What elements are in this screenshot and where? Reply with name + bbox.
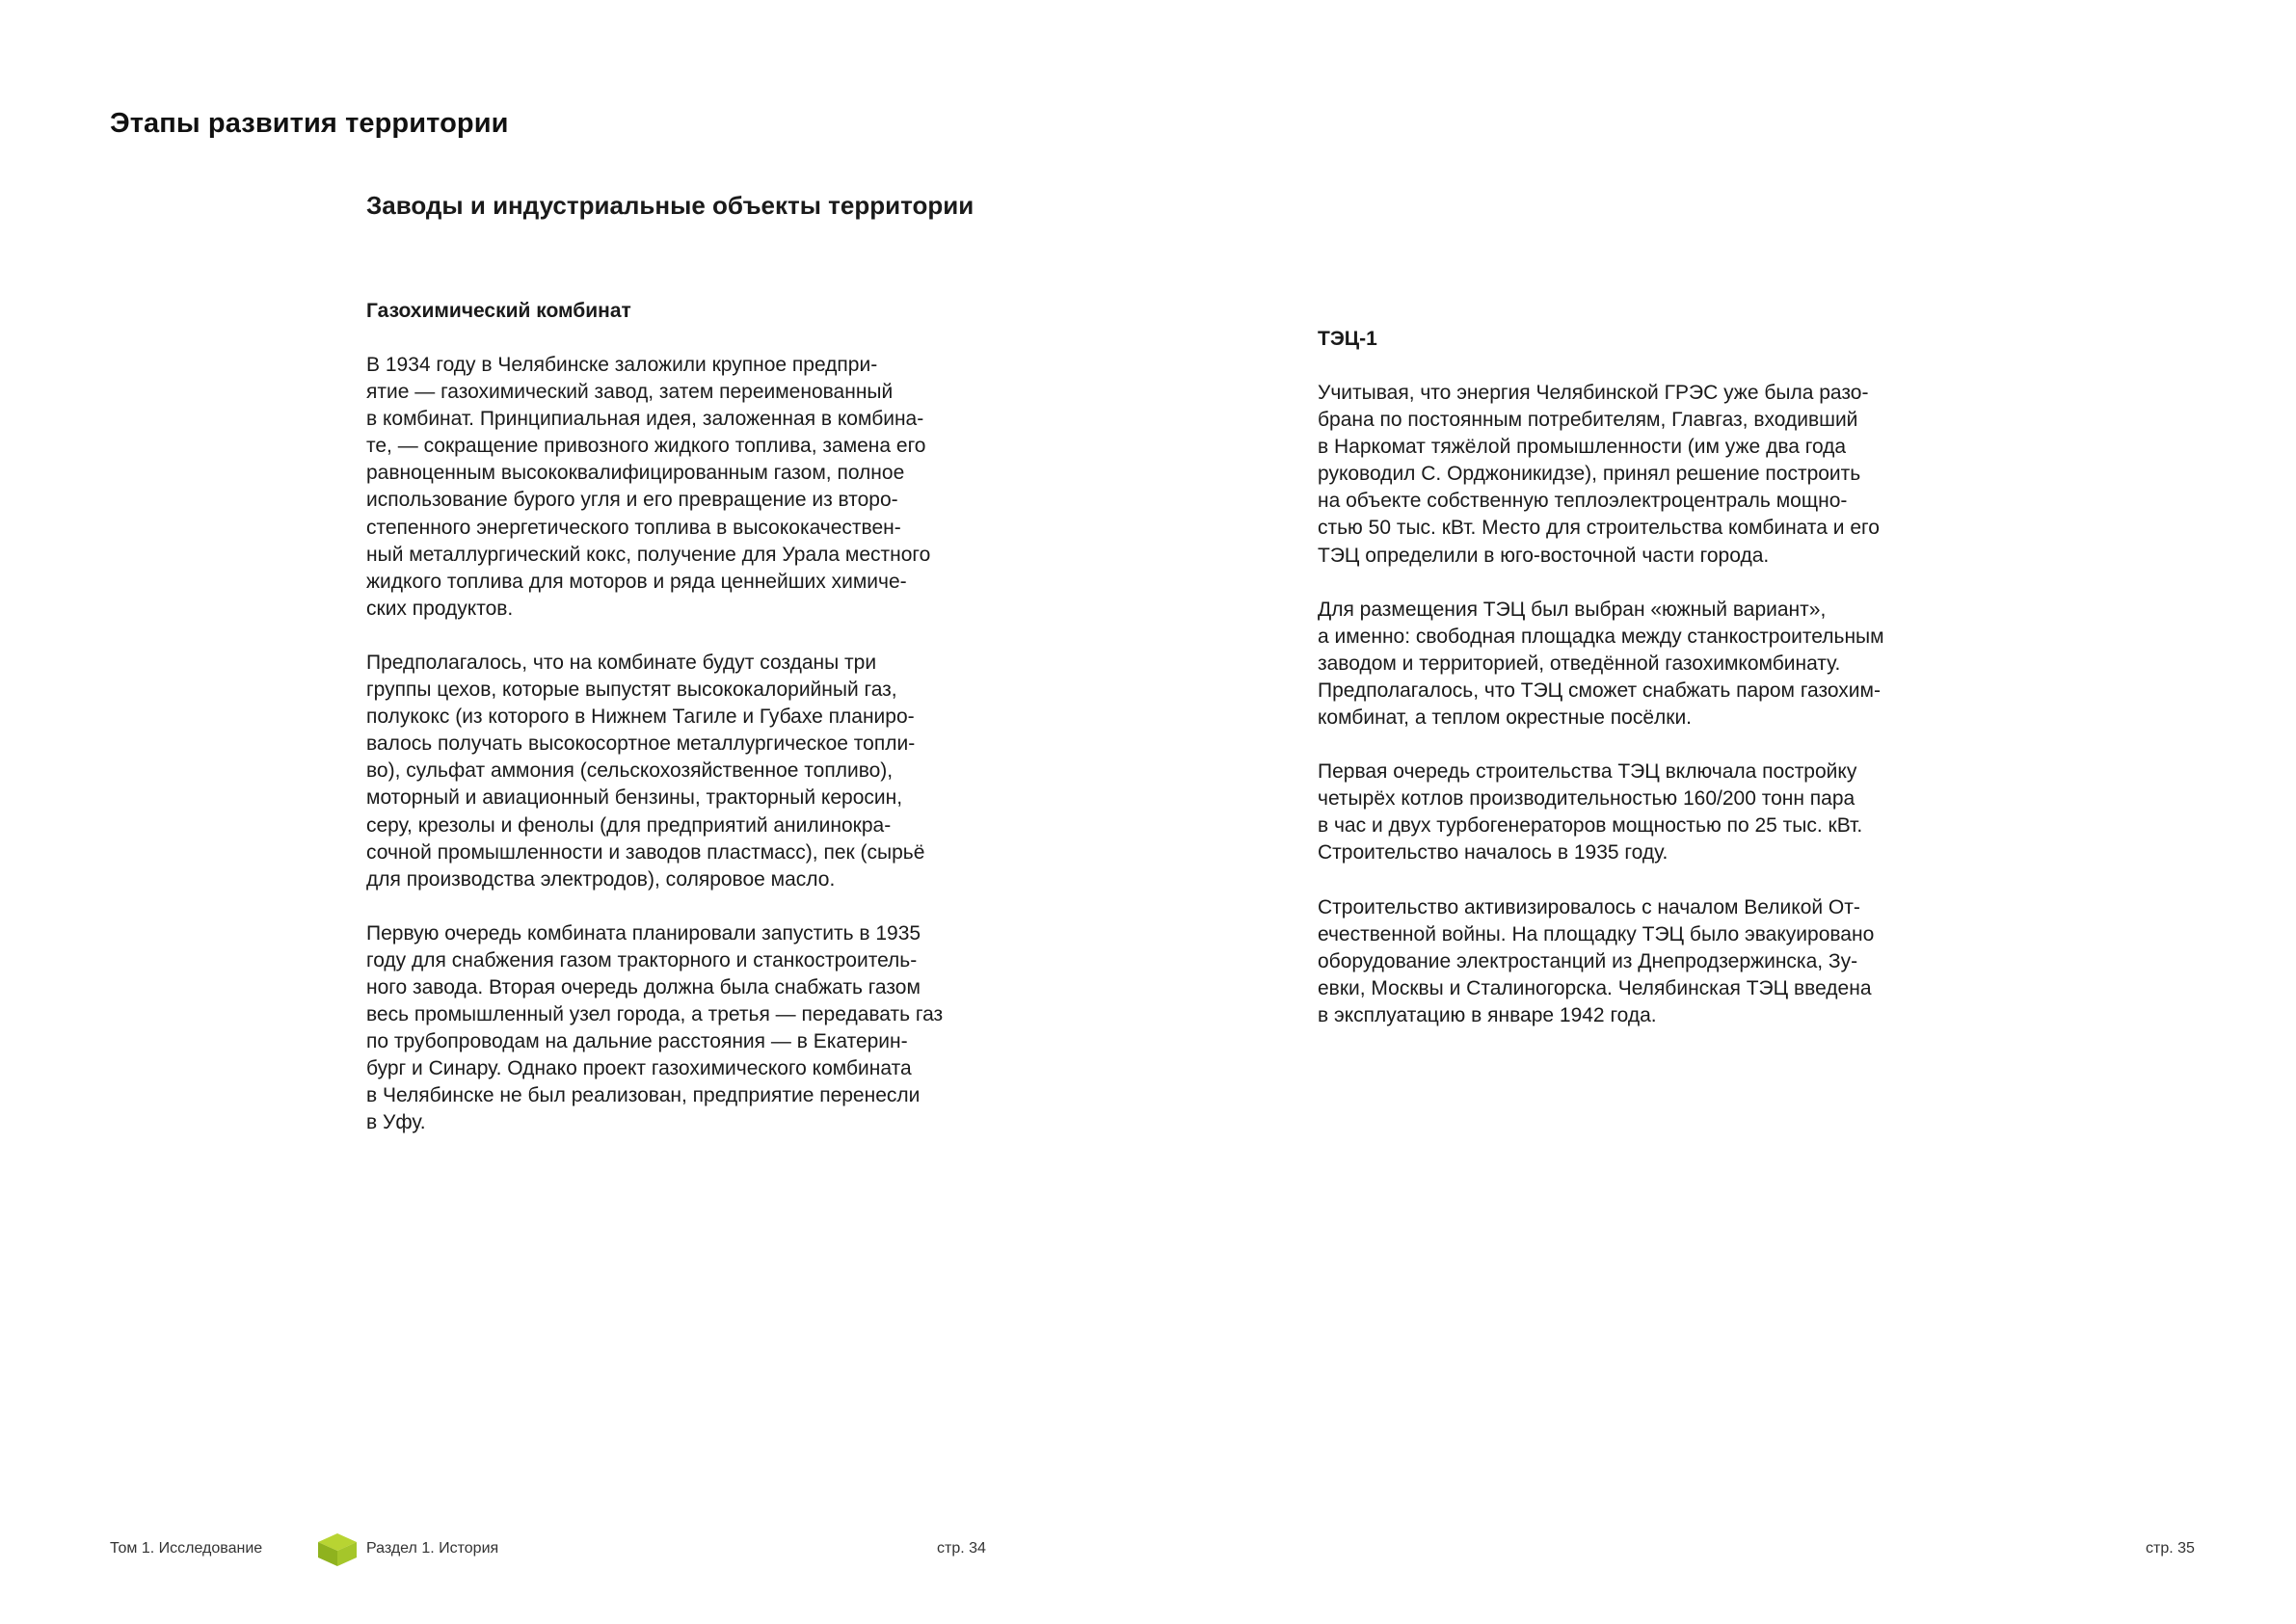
left-column xyxy=(366,298,1002,1164)
left-paragraph xyxy=(366,920,1002,1137)
text-line: оборудование электростанций из Днепродзержинска, Зу- xyxy=(1318,949,1858,972)
text-line: ТЭЦ определили в юго-восточной части города. xyxy=(1318,544,1770,567)
green-cube-icon xyxy=(316,1531,359,1568)
text-line: те, — сокращение привозного жидкого топлива, замена его xyxy=(366,435,926,458)
text-line: ских продуктов. xyxy=(366,597,514,620)
footer-section: Раздел 1. История xyxy=(366,1540,499,1557)
text-line: в эксплуатацию в январе 1942 года. xyxy=(1318,1003,1657,1026)
text-line: руководил С. Орджоникидзе), принял решение построить xyxy=(1318,463,1861,486)
text-line: году для снабжения газом тракторного и станкостроитель- xyxy=(366,948,918,972)
footer-volume: Том 1. Исследование xyxy=(110,1540,263,1557)
right-paragraph xyxy=(1318,380,1954,570)
text-line: жидкого топлива для моторов и ряда ценнейших химиче- xyxy=(366,570,907,593)
left-paragraph xyxy=(366,352,1002,623)
text-line: ечественной войны. На площадку ТЭЦ было эвакуировано xyxy=(1318,922,1875,945)
text-line: комбинат, а теплом окрестные посёлки. xyxy=(1318,706,1693,730)
text-line: использование бурого угля и его превращение из второ- xyxy=(366,489,898,512)
text-line: полукокс (из которого в Нижнем Тагиле и Губахе планиро- xyxy=(366,706,915,729)
text-line: моторный и авиационный бензины, тракторный керосин, xyxy=(366,786,903,810)
text-line: брана по постоянным потребителям, Главгаз, входивший xyxy=(1318,409,1858,432)
text-line: в Наркомат тяжёлой промышленности (им уже два года xyxy=(1318,436,1847,459)
text-line: заводом и территорией, отведённой газохимкомбинату. xyxy=(1318,652,1841,675)
text-line: четырёх котлов производительностью 160/200 тонн пара xyxy=(1318,787,1855,811)
text-line: на объекте собственную теплоэлектроцентраль мощно- xyxy=(1318,490,1848,513)
text-line: а именно: свободная площадка между станкостроительным xyxy=(1318,625,1884,648)
left-column-heading: Газохимический комбинат xyxy=(366,300,631,322)
right-paragraph xyxy=(1318,894,1954,1029)
text-line: в час и двух турбогенераторов мощностью по 25 тыс. кВт. xyxy=(1318,814,1863,838)
text-line: весь промышленный узел города, а третья — передавать газ xyxy=(366,1003,944,1026)
text-line: валось получать высокосортное металлургическое топли- xyxy=(366,732,916,756)
text-line: Предполагалось, что на комбинате будут созданы три xyxy=(366,651,877,674)
text-line: в комбинат. Принципиальная идея, заложенная в комбина- xyxy=(366,408,924,431)
page-number-left: стр. 34 xyxy=(937,1540,986,1557)
text-line: по трубопроводам на дальние расстояния — в Екатерин- xyxy=(366,1030,908,1053)
section-title: Заводы и индустриальные объекты территории xyxy=(366,191,974,220)
text-line: Предполагалось, что ТЭЦ сможет снабжать паром газохим- xyxy=(1318,679,1881,702)
text-line: ятие — газохимический завод, затем переименованный xyxy=(366,381,894,404)
left-paragraph xyxy=(366,650,1002,893)
text-line: во), сульфат аммония (сельскохозяйственное топливо), xyxy=(366,759,894,783)
text-line: в Челябинске не был реализован, предприятие перенесли xyxy=(366,1084,921,1107)
text-line: серу, крезолы и фенолы (для предприятий анилинокра- xyxy=(366,813,892,837)
text-line: Учитывая, что энергия Челябинской ГРЭС уже была разо- xyxy=(1318,382,1869,404)
right-column xyxy=(1318,326,1954,1056)
text-line: в Уфу. xyxy=(366,1111,426,1134)
text-line: стью 50 тыс. кВт. Место для строительства комбината и его xyxy=(1318,517,1880,540)
right-paragraph xyxy=(1318,759,1954,866)
text-line: Строительство началось в 1935 году. xyxy=(1318,841,1669,865)
text-line: Первую очередь комбината планировали запустить в 1935 xyxy=(366,921,921,945)
text-line: степенного энергетического топлива в высококачествен- xyxy=(366,516,901,539)
page-title: Этапы развития территории xyxy=(110,108,509,139)
text-line: В 1934 году в Челябинске заложили крупное предпри- xyxy=(366,354,878,376)
text-line: сочной промышленности и заводов пластмасс), пек (сырьё xyxy=(366,840,925,864)
text-line: ный металлургический кокс, получение для Урала местного xyxy=(366,543,931,566)
right-column-heading: ТЭЦ-1 xyxy=(1318,328,1377,350)
text-line: Первая очередь строительства ТЭЦ включала постройку xyxy=(1318,760,1857,784)
text-line: равноценным высококвалифицированным газом, полное xyxy=(366,462,905,485)
left-column-body xyxy=(366,352,1002,1137)
text-line: ного завода. Вторая очередь должна была снабжать газом xyxy=(366,975,921,998)
text-line: для производства электродов), соляровое масло. xyxy=(366,867,836,891)
right-paragraph xyxy=(1318,597,1954,732)
text-line: Строительство активизировалось с началом Великой От- xyxy=(1318,895,1860,918)
page-number-right: стр. 35 xyxy=(2146,1540,2195,1557)
right-column-body xyxy=(1318,380,1954,1029)
text-line: группы цехов, которые выпустят высококалорийный газ, xyxy=(366,679,897,702)
text-line: Для размещения ТЭЦ был выбран «южный вариант», xyxy=(1318,598,1827,621)
text-line: евки, Москвы и Сталиногорска. Челябинская ТЭЦ введена xyxy=(1318,976,1872,999)
text-line: бург и Синару. Однако проект газохимического комбината xyxy=(366,1057,912,1080)
